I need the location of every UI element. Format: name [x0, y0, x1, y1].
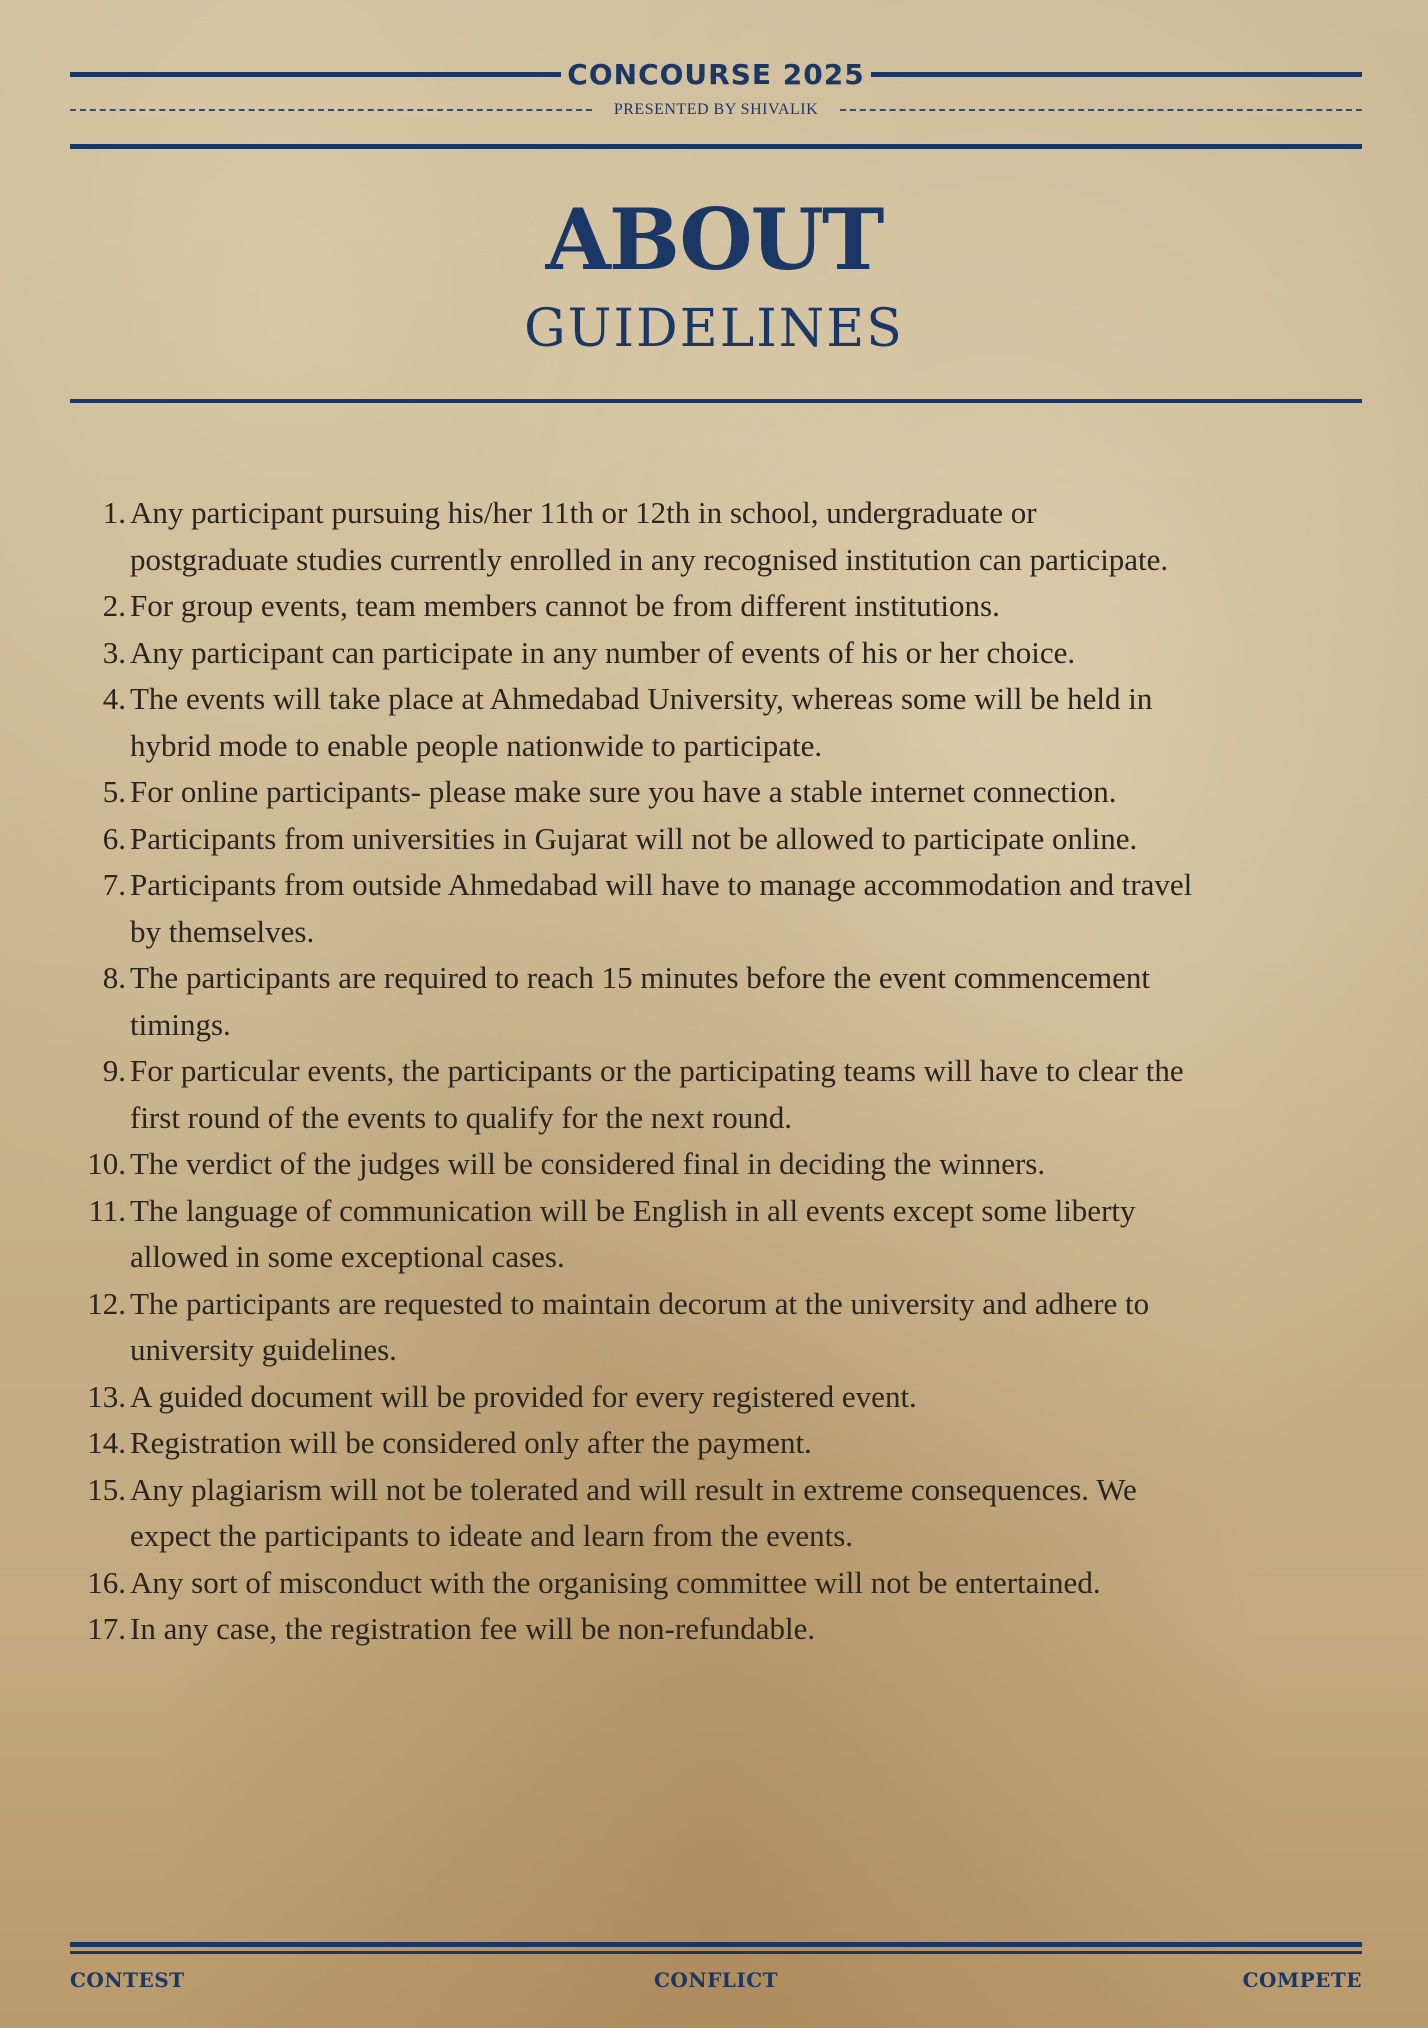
guideline-item: [70, 769, 1370, 816]
guideline-line: In any case, the registration fee will be non-refundable.: [130, 1611, 816, 1646]
guideline-line: allowed in some exceptional cases.: [130, 1239, 565, 1274]
footer-compete: COMPETE: [1242, 1968, 1362, 1992]
masthead-left-rule: [70, 72, 561, 77]
guideline-number: 9.: [102, 1053, 126, 1088]
guideline-line: The participants are requested to maintain decorum at the university and adhere to: [130, 1285, 1150, 1321]
guideline-number: 10.: [87, 1146, 126, 1181]
masthead-right-rule: [871, 72, 1362, 77]
page-heading: [0, 190, 1428, 364]
guideline-text: [130, 630, 1370, 677]
guideline-text: [130, 1188, 1370, 1281]
footer-contest: CONTEST: [70, 1968, 185, 1992]
guideline-text: [130, 1606, 1370, 1653]
guideline-item: [70, 490, 1370, 583]
guideline-text: [130, 1374, 1370, 1421]
guideline-number: 17.: [87, 1611, 126, 1646]
guideline-text: [130, 1281, 1370, 1374]
guideline-line: hybrid mode to enable people nationwide to participate.: [130, 727, 823, 763]
guideline-number: 13.: [87, 1378, 126, 1414]
footer-second-rule: [70, 1951, 1362, 1954]
presented-left-dashes: [70, 109, 592, 111]
guideline-text: [130, 676, 1370, 769]
guideline-line: For group events, team members cannot be from different institutions.: [130, 588, 1000, 623]
masthead: [70, 54, 1362, 94]
guideline-number: 1.: [102, 495, 126, 530]
guideline-line: The participants are required to reach 15 minutes before the event commencement: [130, 960, 1150, 995]
presented-right-dashes: [840, 109, 1362, 111]
guideline-item: [70, 1606, 1370, 1653]
guideline-text: [130, 769, 1370, 816]
guideline-item: [70, 1374, 1370, 1421]
guideline-number: 5.: [102, 774, 126, 809]
guideline-number: 4.: [102, 681, 126, 716]
guideline-line: first round of the events to qualify for the next round.: [130, 1099, 793, 1135]
presented-by-row: [70, 96, 1362, 124]
guideline-item: [70, 816, 1370, 863]
guideline-text: [130, 816, 1370, 863]
guideline-text: [130, 862, 1370, 955]
guideline-number: 3.: [102, 634, 126, 670]
guideline-line: The events will take place at Ahmedabad University, whereas some will be held in: [130, 681, 1153, 716]
guideline-text: [130, 1560, 1370, 1607]
guideline-line: Registration will be considered only after the payment.: [130, 1425, 812, 1460]
footer-conflict: CONFLICT: [653, 1968, 779, 1992]
guideline-item: [70, 630, 1370, 677]
presented-by-text: PRESENTED BY SHIVALIK: [613, 101, 819, 118]
guideline-item: [70, 1467, 1370, 1560]
guidelines-list: [70, 490, 1370, 1653]
guideline-item: [70, 862, 1370, 955]
footer-top-rule: [70, 1942, 1362, 1947]
guideline-item: [70, 1281, 1370, 1374]
guideline-text: [130, 1467, 1370, 1560]
guideline-line: A guided document will be provided for every registered event.: [130, 1378, 917, 1414]
guideline-text: [130, 583, 1370, 630]
guideline-line: expect the participants to ideate and learn from the events.: [130, 1518, 854, 1553]
guideline-number: 8.: [102, 960, 126, 995]
guideline-number: 12.: [87, 1285, 126, 1321]
footer: [70, 1968, 1362, 2002]
guideline-line: Any participant pursuing his/her 11th or 12th in school, undergraduate or: [130, 495, 1037, 530]
guideline-item: [70, 1048, 1370, 1141]
guideline-line: postgraduate studies currently enrolled in any recognised institution can participate.: [130, 541, 1169, 577]
guideline-line: The verdict of the judges will be considered final in deciding the winners.: [130, 1146, 1046, 1181]
masthead-title: CONCOURSE 2025: [567, 57, 865, 91]
guideline-line: Participants from outside Ahmedabad will have to manage accommodation and travel: [130, 867, 1193, 902]
guideline-line: The language of communication will be English in all events except some liberty: [130, 1192, 1136, 1228]
guideline-number: 15.: [87, 1471, 126, 1507]
guideline-text: [130, 1141, 1370, 1188]
guideline-number: 14.: [87, 1425, 126, 1460]
guideline-number: 11.: [88, 1192, 126, 1228]
guideline-text: [130, 1048, 1370, 1141]
guideline-item: [70, 583, 1370, 630]
guideline-line: For particular events, the participants or the participating teams will have to clear the: [130, 1053, 1184, 1088]
heading-divider: [70, 399, 1362, 403]
guideline-text: [130, 955, 1370, 1048]
guideline-line: timings.: [130, 1006, 231, 1042]
guideline-item: [70, 676, 1370, 769]
guideline-line: Any participant can participate in any number of events of his or her choice.: [130, 634, 1076, 670]
guideline-number: 6.: [102, 820, 126, 856]
guideline-item: [70, 1560, 1370, 1607]
guideline-line: Participants from universities in Gujarat will not be allowed to participate online.: [130, 820, 1138, 856]
guideline-line: university guidelines.: [130, 1332, 397, 1367]
guideline-line: by themselves.: [130, 913, 315, 949]
guideline-number: 2.: [102, 588, 126, 623]
guideline-item: [70, 1188, 1370, 1281]
guideline-item: [70, 1141, 1370, 1188]
page-title: ABOUT: [545, 190, 883, 289]
guideline-item: [70, 1420, 1370, 1467]
guideline-line: Any sort of misconduct with the organising committee will not be entertained.: [130, 1564, 1101, 1600]
guideline-number: 7.: [102, 867, 126, 902]
guideline-number: 16.: [87, 1564, 126, 1600]
guideline-text: [130, 490, 1370, 583]
guideline-line: For online participants- please make sure you have a stable internet connection.: [130, 774, 1117, 809]
guideline-text: [130, 1420, 1370, 1467]
guideline-line: Any plagiarism will not be tolerated and will result in extreme consequences. We: [130, 1471, 1137, 1507]
masthead-bottom-rule: [70, 144, 1362, 149]
guideline-item: [70, 955, 1370, 1048]
page-subtitle: GUIDELINES: [524, 299, 904, 359]
